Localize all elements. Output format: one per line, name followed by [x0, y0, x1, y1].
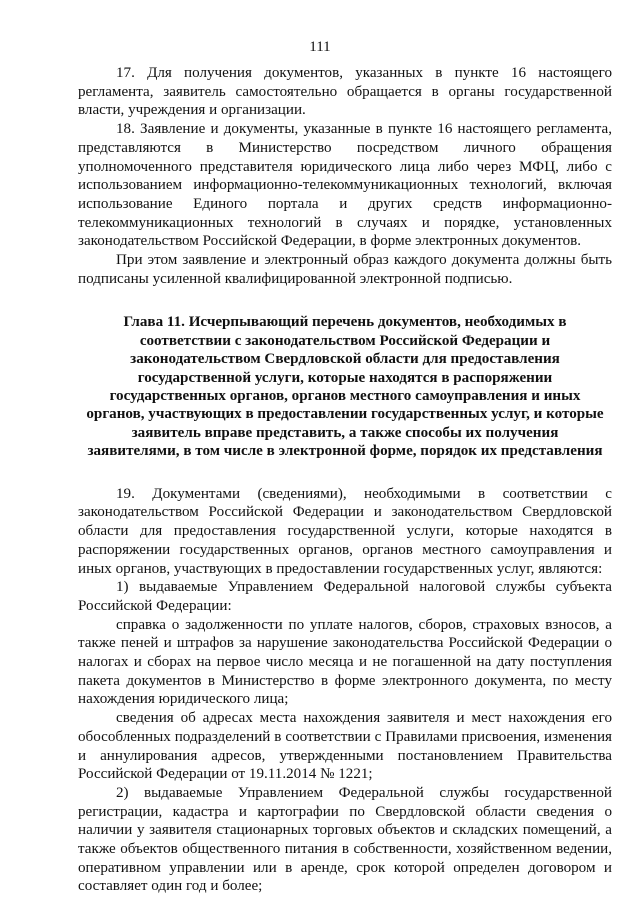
list-item-2: 2) выдаваемые Управлением Федеральной службы государственной регистрации, кадастра и картографии по Свердловской области сведения о наличии у заявителя стационарных торговых объектов и складских помещений, а также объектов общественного питания в собственности, хозяйственном ведении, оперативном управлении или в аренде, срок которой определен договором и составляет один год и более;: [78, 784, 612, 895]
paragraph-19: 19. Документами (сведениями), необходимыми в соответствии с законодательством Российской Федерации и законодательством Свердловской области для предоставления государственной услуги, которые находятся в распоряжении государственных органов, органов местного самоуправления и иных органов, участвующих в предоставлении государственных услуг, являются:: [78, 485, 612, 577]
paragraph-signature-note: При этом заявление и электронный образ каждого документа должны быть подписаны усиленной квалифицированной электронной подписью.: [78, 252, 612, 287]
list-item-tax-debt-certificate: справка о задолженности по уплате налогов, сборов, страховых взносов, а также пеней и штрафов за нарушение законодательства Российской Федерации о налогах и сборах на первое число месяца и не погашенной на дату поступления пакета документов в Министерство в форме электронного документа, по месту нахождения юридического лица;: [78, 616, 612, 708]
list-item-address-info: сведения об адресах места нахождения заявителя и мест нахождения его обособленных подразделений в соответствии с Правилами присвоения, изменения и аннулирования адресов, утвержденными постановлением Правительства Российской Федерации от 19.11.2014 № 1221;: [78, 710, 612, 783]
list-item-1: 1) выдаваемые Управлением Федеральной налоговой службы субъекта Российской Федерации:: [78, 579, 612, 614]
paragraph-17: 17. Для получения документов, указанных в пункте 16 настоящего регламента, заявитель самостоятельно обращается в органы государственной власти, учреждения и организации.: [78, 65, 612, 119]
chapter-11-title: Глава 11. Исчерпывающий перечень документов, необходимых в соответствии с законодательством Российской Федерации и законодательством Свердловской области для предоставления государственной услуги, которые находятся в распоряжении государственных органов, органов местного самоуправления и иных органов, участвующих в предоставлении государственных услуг, и которые заявитель вправе представить, а также способы их получения заявителями, в том числе в электронной форме, порядок их представления: [86, 314, 604, 460]
document-body: [78, 64, 612, 896]
paragraph-18: 18. Заявление и документы, указанные в пункте 16 настоящего регламента, представляются в Министерство посредством личного обращения уполномоченного представителя юридического лица либо через МФЦ, либо с использованием информационно-телекоммуникационных технологий, включая использование Единого портала и других средств информационно-телекоммуникационных технологий в случаях и порядке, установленных законодательством Российской Федерации, в форме электронных документов.: [78, 121, 612, 250]
page-number: 111: [309, 39, 331, 55]
